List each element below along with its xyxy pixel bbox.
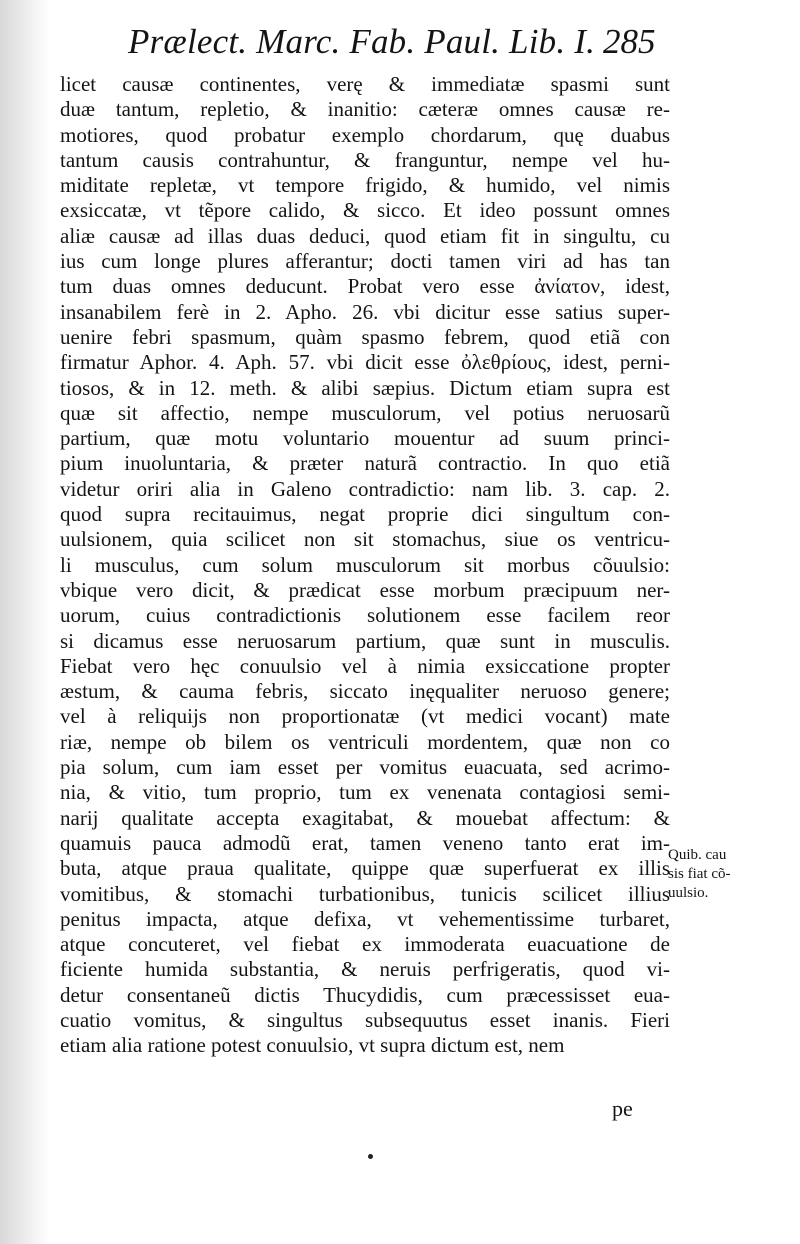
text-line: insanabilem ferè in 2. Apho. 26. vbi dicitur esse satius super- <box>60 299 670 324</box>
text-line: penitus impacta, atque defixa, vt vehementissime turbaret, <box>60 906 670 931</box>
text-line: uorum, cuius contradictionis solutionem esse facilem reor <box>60 603 670 628</box>
text-line: exsiccatæ, vt tẽpore calido, & sicco. Et ideo possunt omnes <box>60 198 670 223</box>
text-line: quamuis pauca admodũ erat, tamen veneno tanto erat im- <box>60 830 670 855</box>
text-line: quod supra recitauimus, negat proprie dici singultum con- <box>60 502 670 527</box>
text-line: ius cum longe plures afferantur; docti tamen viri ad has tan <box>60 249 670 274</box>
text-line: tum duas omnes deducunt. Probat vero esse ἀνίατον, idest, <box>60 274 670 299</box>
text-line: li musculus, cum solum musculorum sit morbus cõuulsio: <box>60 552 670 577</box>
text-line: nia, & vitio, tum proprio, tum ex venenata contagiosi semi- <box>60 780 670 805</box>
text-line: licet causæ continentes, verę & immediatæ spasmi sunt <box>60 72 670 96</box>
text-line: pia solum, cum iam esset per vomitus euacuata, sed acrimo- <box>60 755 670 780</box>
text-line: videtur oriri alia in Galeno contradictio: nam lib. 3. cap. 2. <box>60 476 670 501</box>
text-line: atque concuteret, vel fiebat ex immoderata euacuatione de <box>60 932 670 957</box>
running-header <box>58 20 678 64</box>
catchword: pe <box>612 1096 633 1121</box>
marginal-note <box>668 846 778 903</box>
marginal-note-line: Quib. cau <box>668 847 727 863</box>
text-line: buta, atque praua qualitate, quippe quæ superfuerat ex illis <box>60 856 670 881</box>
text-line: quæ sit affectio, nempe musculorum, vel potius neruosarũ <box>60 400 670 425</box>
text-line: pium inuoluntaria, & præter naturã contractio. In quo etiã <box>60 451 670 476</box>
text-line: uenire febri spasmum, quàm spasmo febrem, quod etiã con <box>60 324 670 349</box>
page-number: 285 <box>603 22 656 61</box>
text-line: si dicamus esse neruosarum partium, quæ sunt in musculis. <box>60 628 670 653</box>
main-text-block <box>60 72 670 1059</box>
text-line: motiores, quod probatur exemplo chordarum, quę duabus <box>60 122 670 147</box>
text-line: tiosos, & in 12. meth. & alibi sæpius. Dictum etiam supra est <box>60 375 670 400</box>
text-line: ficiente humida substantia, & neruis perfrigeratis, quod vi- <box>60 957 670 982</box>
text-line: vbique vero dicit, & prædicat esse morbum præcipuum ner- <box>60 577 670 602</box>
running-title: Prælect. Marc. Fab. Paul. Lib. I. <box>128 22 596 61</box>
text-line: miditate repletæ, vt tempore frigido, & humido, vel nimis <box>60 173 670 198</box>
text-line: tantum causis contrahuntur, & franguntur, nempe vel hu- <box>60 147 670 172</box>
text-line: firmatur Aphor. 4. Aph. 57. vbi dicit esse ὀλεθρίους, idest, perni- <box>60 350 670 375</box>
text-line: duæ tantum, repletio, & inanitio: cæteræ omnes causæ re- <box>60 97 670 122</box>
text-line: Fiebat vero hęc conuulsio vel à nimia exsiccatione propter <box>60 653 670 678</box>
text-line: etiam alia ratione potest conuulsio, vt supra dictum est, nem <box>60 1033 565 1058</box>
page-gutter-shadow <box>0 0 50 1244</box>
text-line: aliæ causæ ad illas duas deduci, quod etiam fit in singultu, cu <box>60 223 670 248</box>
text-line: vel à reliquijs non proportionatæ (vt medici vocant) mate <box>60 704 670 729</box>
marginal-note-line: uulsio. <box>668 885 709 901</box>
marginal-note-line: sis fiat cõ- <box>668 866 731 882</box>
text-line: cuatio vomitus, & singultus subsequutus esset inanis. Fieri <box>60 1007 670 1032</box>
text-line: vomitibus, & stomachi turbationibus, tunicis scilicet illius <box>60 881 670 906</box>
text-line: detur consentaneũ dictis Thucydidis, cum præcessisset eua- <box>60 982 670 1007</box>
text-line: narij qualitate accepta exagitabat, & mouebat affectum: & <box>60 805 670 830</box>
text-line: uulsionem, quia scilicet non sit stomachus, siue os ventricu- <box>60 527 670 552</box>
text-line: æstum, & cauma febris, siccato inęqualiter neruoso genere; <box>60 679 670 704</box>
text-line: partium, quæ motu voluntario mouentur ad suum princi- <box>60 426 670 451</box>
ink-dot <box>368 1154 373 1159</box>
text-line: riæ, nempe ob bilem os ventriculi mordentem, quæ non co <box>60 729 670 754</box>
